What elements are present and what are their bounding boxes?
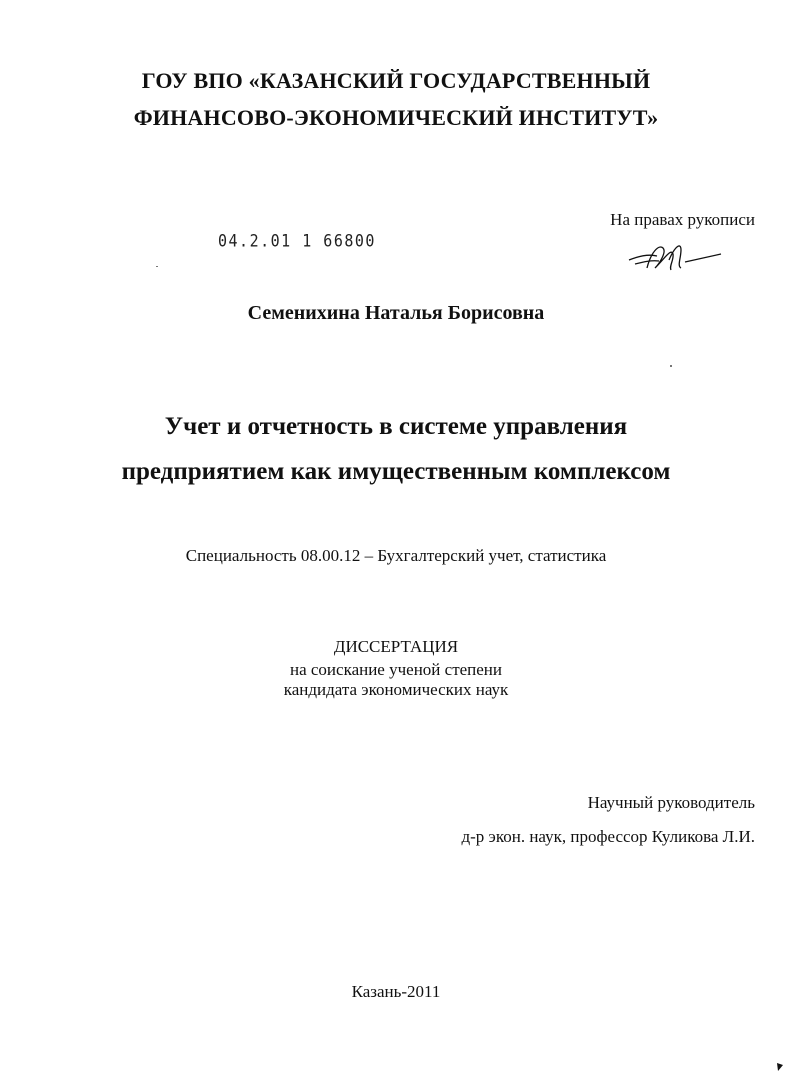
signature-icon — [625, 238, 725, 278]
dissertation-field-line: кандидата экономических наук — [283, 680, 509, 699]
dissertation-degree-line: на соискание ученой степени — [289, 660, 503, 679]
corner-mark-icon — [776, 1062, 784, 1072]
dissertation-type: ДИССЕРТАЦИЯ — [333, 637, 459, 656]
supervisor-name: д-р экон. наук, профессор Куликова Л.И. — [461, 827, 755, 846]
specialty: Специальность 08.00.12 – Бухгалтерский учет, статистика — [185, 546, 607, 565]
stamp-number: 04.2.01 1 66800 — [218, 230, 376, 252]
rights-note: На правах рукописи — [610, 210, 755, 229]
institution-line-1: ГОУ ВПО «КАЗАНСКИЙ ГОСУДАРСТВЕННЫЙ — [141, 68, 651, 93]
scan-speck — [670, 365, 672, 367]
title-line-1: Учет и отчетность в системе управления — [164, 413, 628, 440]
author-name: Семенихина Наталья Борисовна — [247, 302, 545, 324]
title-line-2: предприятием как имущественным комплексом — [121, 458, 671, 485]
supervisor-label: Научный руководитель — [587, 793, 755, 812]
scan-speck — [156, 266, 158, 267]
city-year: Казань-2011 — [351, 982, 441, 1001]
institution-line-2: ФИНАНСОВО-ЭКОНОМИЧЕСКИЙ ИНСТИТУТ» — [133, 105, 659, 130]
